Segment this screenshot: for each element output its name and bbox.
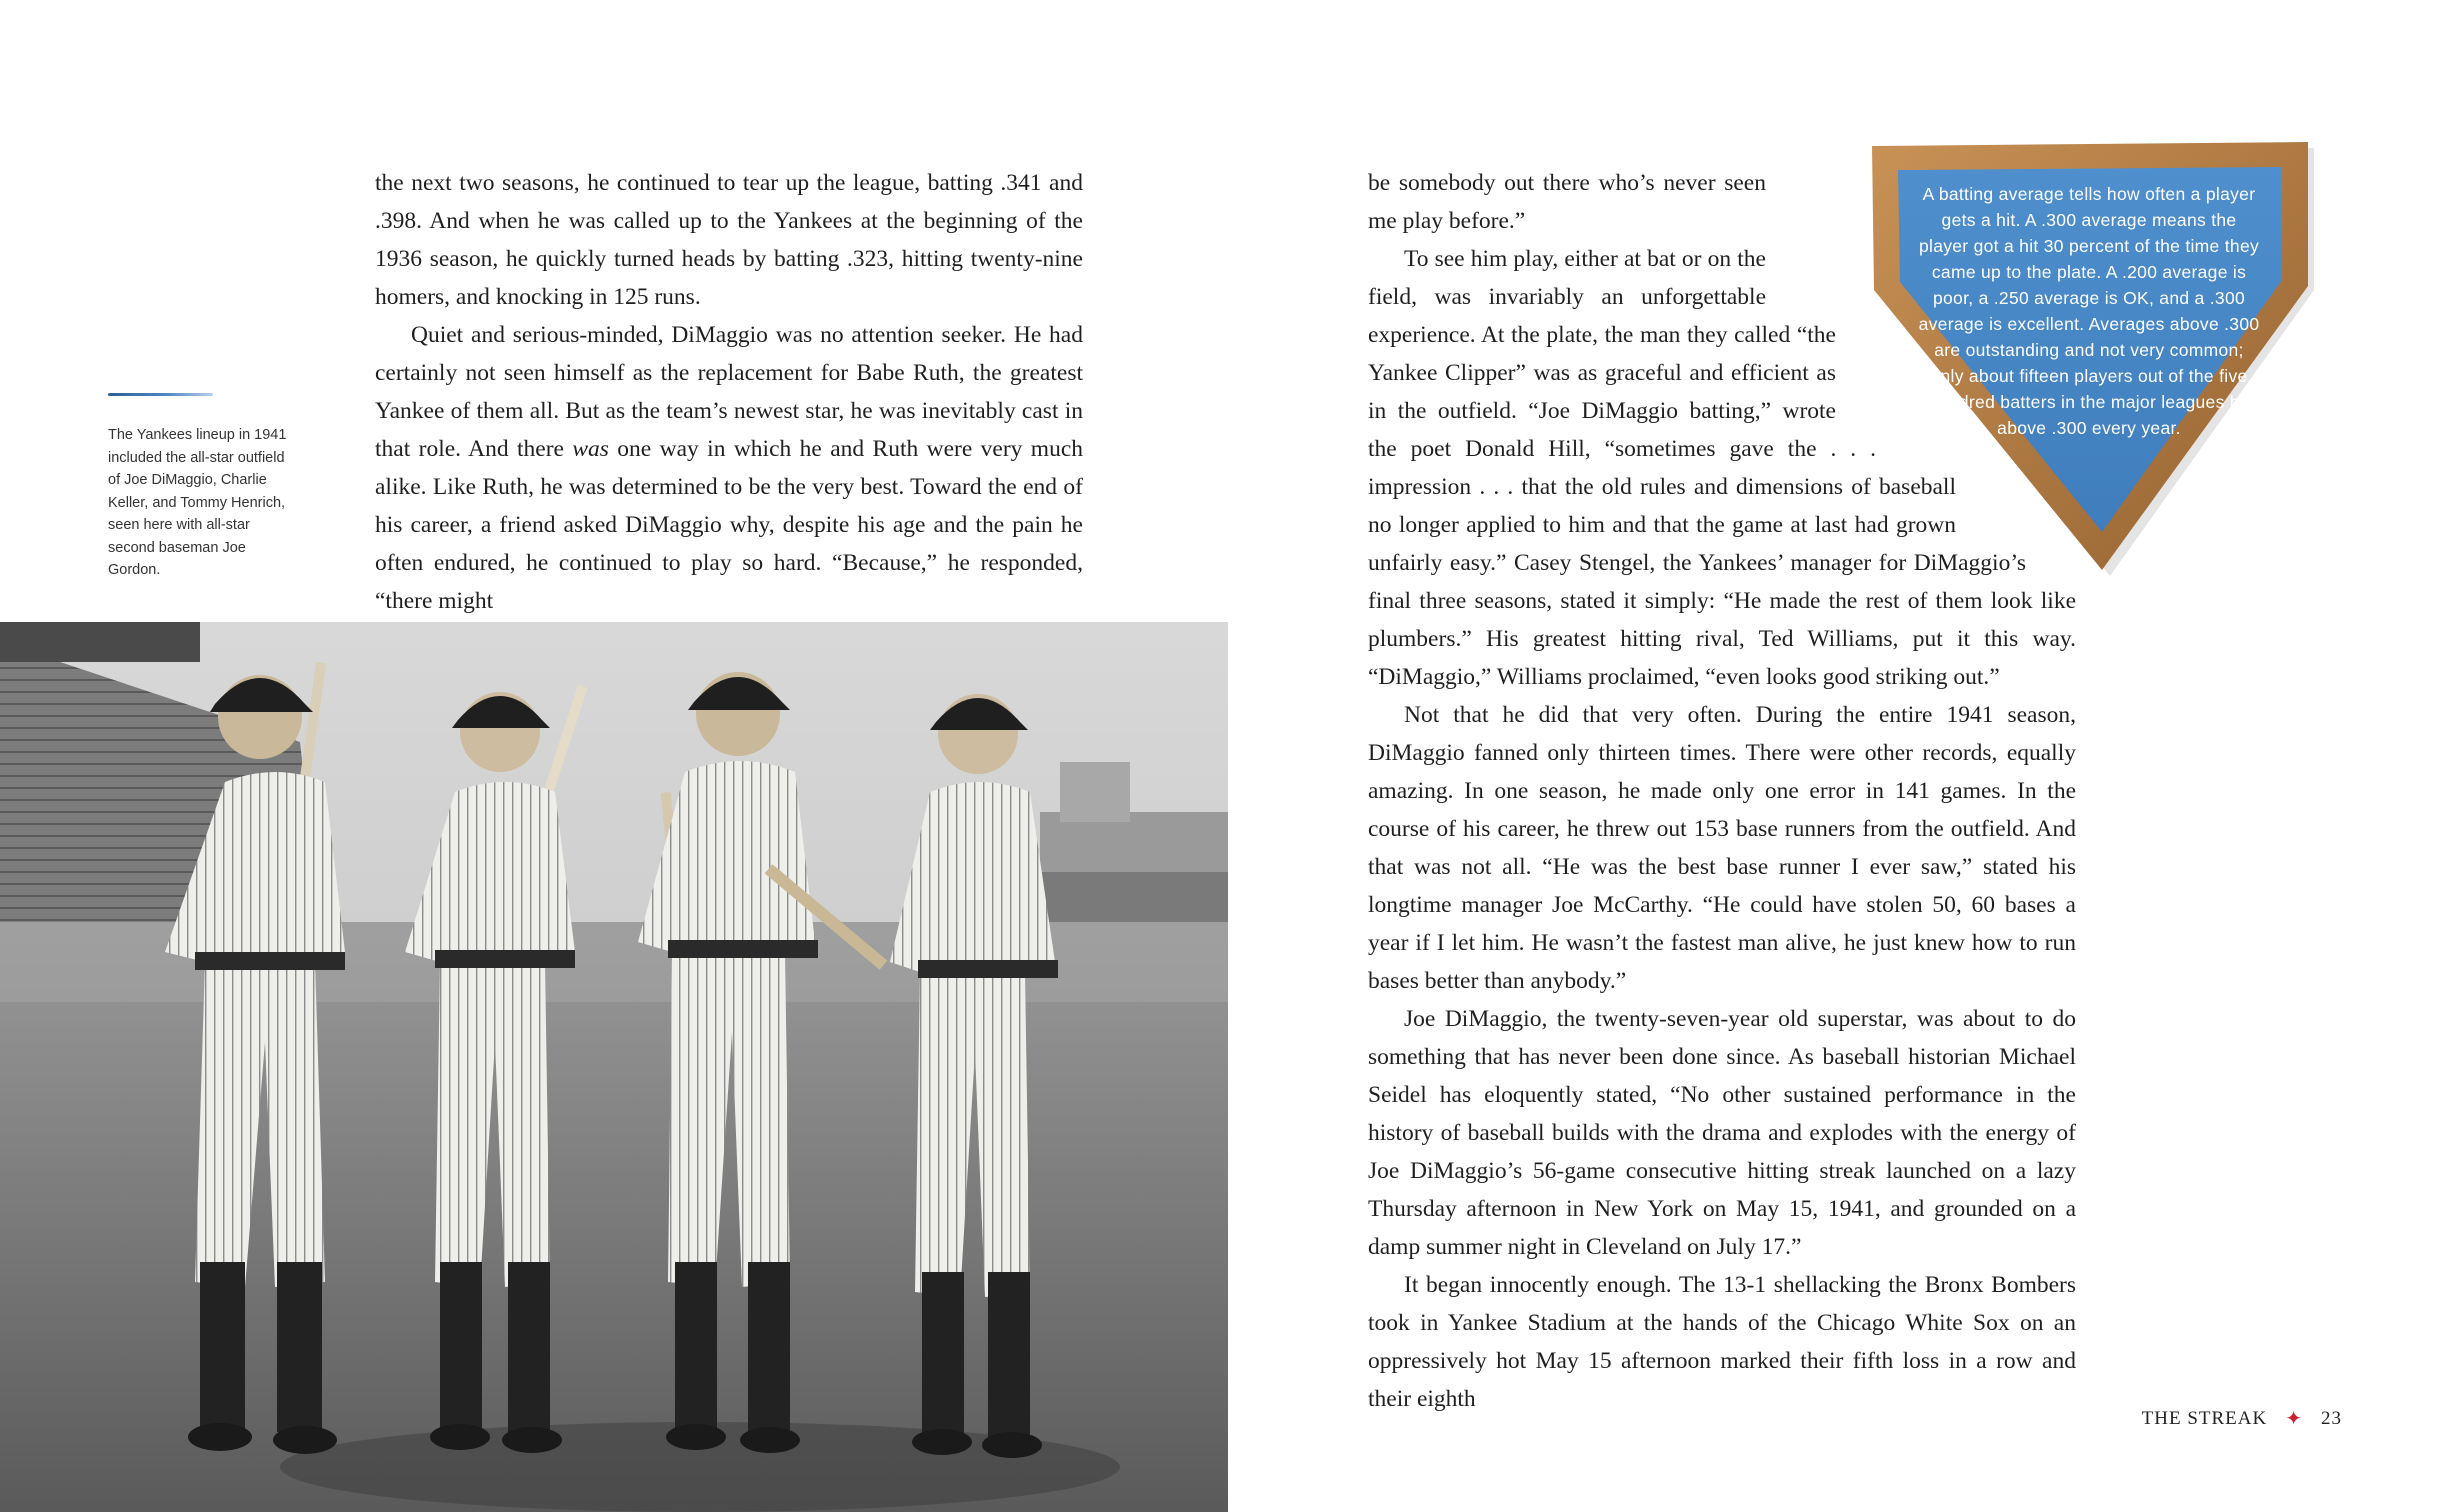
photo-caption: The Yankees lineup in 1941 included the all-star outfield of Joe DiMaggio, Charlie Keller, and Tommy Henrich, seen here with all-star second baseman Joe Gordon.: [108, 427, 287, 578]
star-icon: ✦: [2285, 1408, 2303, 1430]
paragraph: the next two seasons, he continued to tear up the league, batting .341 and .398. And when he was called up to the Yankees at the beginning of the 1936 season, he quickly turned heads by batting .323, hitting twenty-nine homers, and knocking in 125 runs.: [375, 170, 1083, 310]
photo-illustration: [0, 622, 1228, 1512]
paragraph: To see him play, either at bat or on the field, was invariably an unforgettable experience. At the plate, the man they called “the Yankee Clipper” was as graceful and efficient as in the outfield. “Joe DiMaggio batting,” wrote the poet Donald Hill, “sometimes gave the . . . impression . . . that the old rules and dimensions of baseball no longer applied to him and that the game at last had grown unfairly easy.” Casey Stengel, the Yankees’ manager for DiMaggio’s final three seasons, stated it simply: “He made the rest of them look like plumbers.” His greatest hitting rival, Ted Williams, put it this way. “DiMaggio,” Williams proclaimed, “even looks good striking out.”: [1368, 246, 2076, 690]
running-head: THE STREAK: [2141, 1407, 2268, 1429]
paragraph: Not that he did that very often. During the entire 1941 season, DiMaggio fanned only thirteen times. There were other records, equally amazing. In one season, he made only one error in 141 games. In the course of his career, he threw out 153 base runners from the outfield. And that was not all. “He was the best base runner I ever saw,” stated his longtime manager Joe McCarthy. “He could have stolen 50, 60 bases a year if I let him. He wasn’t the fastest man alive, he just knew how to run bases better than anybody.”: [1368, 702, 2076, 994]
emphasis-was: was: [572, 436, 609, 462]
paragraph: It began innocently enough. The 13-1 shellacking the Bronx Bombers took in Yankee Stadium at the hands of the Chicago White Sox on an oppressively hot May 15 afternoon marked their fifth loss in a row and their eighth: [1368, 1272, 2076, 1412]
paragraph: be somebody out there who’s never seen me play before.”: [1368, 170, 1766, 234]
paragraph: Quiet and serious-minded, DiMaggio was no attention seeker. He had certainly not seen himself as the replacement for Babe Ruth, the greatest Yankee of them all. But as the team’s newest star, he was inevitably cast in that role. And there was one way in which he and Ruth were very much alike. Like Ruth, he was determined to be the very best. Toward the end of his career, a friend asked DiMaggio why, despite his age and the pain he often endured, he continued to play so hard. “Because,” he responded, “there might: [375, 322, 1084, 614]
page-number: 23: [2321, 1407, 2342, 1429]
caption-rule: [108, 393, 213, 396]
page-footer: [2142, 1406, 2342, 1431]
sidebar-text: A batting average tells how often a player gets a hit. A .300 average means the player got a hit 30 percent of the time they came up to the plate. A .200 average is poor, a .250 average is OK, and a .300 average is excellent. Averages above .300 are outstanding and not very common; only about fifteen players out of the five hundred batters in the major leagues hit above .300 every year.: [1918, 184, 2260, 438]
paragraph: Joe DiMaggio, the twenty-seven-year old superstar, was about to do something that has never been done since. As baseball historian Michael Seidel has eloquently stated, “No other sustained performance in the history of baseball builds with the drama and explodes with the energy of Joe DiMaggio’s 56-game consecutive hitting streak launched on a lazy Thursday afternoon in New York on May 15, 1941, and grounded on a damp summer night in Cleveland on July 17.”: [1368, 1006, 2076, 1260]
left-text-column: [375, 164, 1083, 620]
team-photo: [0, 622, 1228, 1512]
